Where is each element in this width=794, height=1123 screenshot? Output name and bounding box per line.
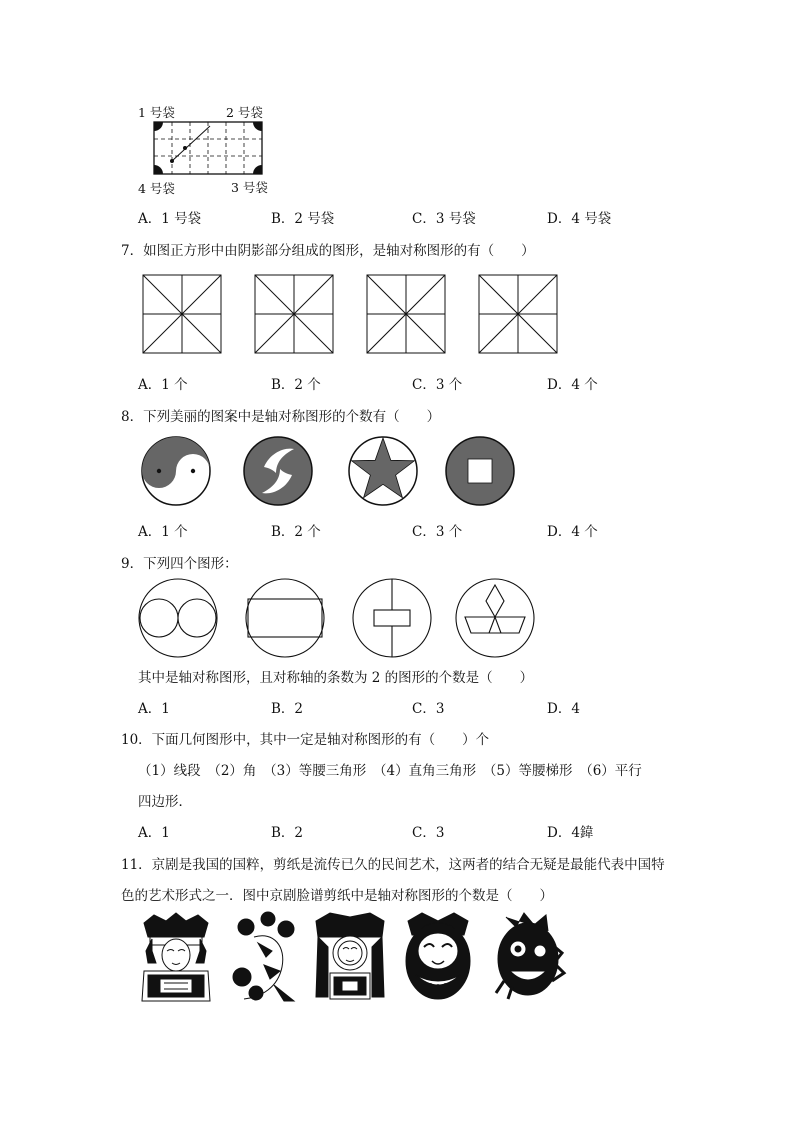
q10-option-d[interactable]: D．4鍏	[547, 825, 594, 841]
q8-option-c[interactable]: C．3 个	[412, 524, 463, 540]
q8-option-d[interactable]: D．4 个	[547, 524, 598, 540]
q10-stem: 10．下面几何图形中，其中一定是轴对称图形的有（ ）个	[121, 732, 490, 748]
q9-circle-figures	[138, 578, 538, 660]
q8-stem: 8．下列美丽的图案中是轴对称图形的个数有（ ）	[121, 409, 441, 425]
q7-option-c[interactable]: C．3 个	[412, 377, 463, 393]
q9-option-a[interactable]: A．1	[138, 701, 170, 717]
bag3-label: 3 号袋	[231, 180, 268, 195]
q9-sub-stem: 其中是轴对称图形，且对称轴的条数为 2 的图形的个数是（ ）	[138, 670, 534, 686]
q8-option-b[interactable]: B．2 个	[271, 524, 321, 540]
q10-option-b[interactable]: B．2	[271, 825, 304, 841]
q11-stem-line1: 11．京剧是我国的国粹，剪纸是流传已久的民间艺术，这两者的结合无疑是最能代表中国特	[121, 857, 665, 873]
bag4-label: 4 号袋	[138, 181, 175, 196]
bag1-label: 1 号袋	[138, 105, 175, 120]
q11-opera-mask-figures	[136, 910, 572, 1004]
q7-option-a[interactable]: A．1 个	[138, 377, 188, 393]
q11-stem-line2: 色的艺术形式之一．图中京剧脸谱剪纸中是轴对称图形的个数是（ ）	[121, 888, 553, 904]
q10-line2: （1）线段 （2）角 （3）等腰三角形 （4）直角三角形 （5）等腰梯形 （6）平行	[138, 763, 642, 779]
q7-stem: 7．如图正方形中由阴影部分组成的图形，是轴对称图形的有（ ）	[121, 243, 535, 259]
bag2-label: 2 号袋	[226, 105, 263, 120]
q6-option-b[interactable]: B．2 号袋	[271, 211, 335, 227]
q6-option-c[interactable]: C．3 号袋	[412, 211, 476, 227]
q8-pattern-figures	[138, 434, 518, 508]
q9-stem: 9．下列四个图形：	[121, 556, 238, 572]
q9-option-d[interactable]: D．4	[547, 701, 580, 717]
q7-option-d[interactable]: D．4 个	[547, 377, 598, 393]
q8-option-a[interactable]: A．1 个	[138, 524, 188, 540]
q6-option-d[interactable]: D．4 号袋	[547, 211, 612, 227]
q9-option-b[interactable]: B．2	[271, 701, 304, 717]
q6-option-a[interactable]: A．1 号袋	[138, 211, 202, 227]
q7-square-figures	[142, 274, 562, 354]
q7-option-b[interactable]: B．2 个	[271, 377, 321, 393]
q10-line3: 四边形．	[138, 794, 192, 810]
q9-option-c[interactable]: C．3	[412, 701, 445, 717]
q10-option-a[interactable]: A．1	[138, 825, 170, 841]
q6-pool-table-figure	[150, 118, 270, 180]
q10-option-c[interactable]: C．3	[412, 825, 445, 841]
